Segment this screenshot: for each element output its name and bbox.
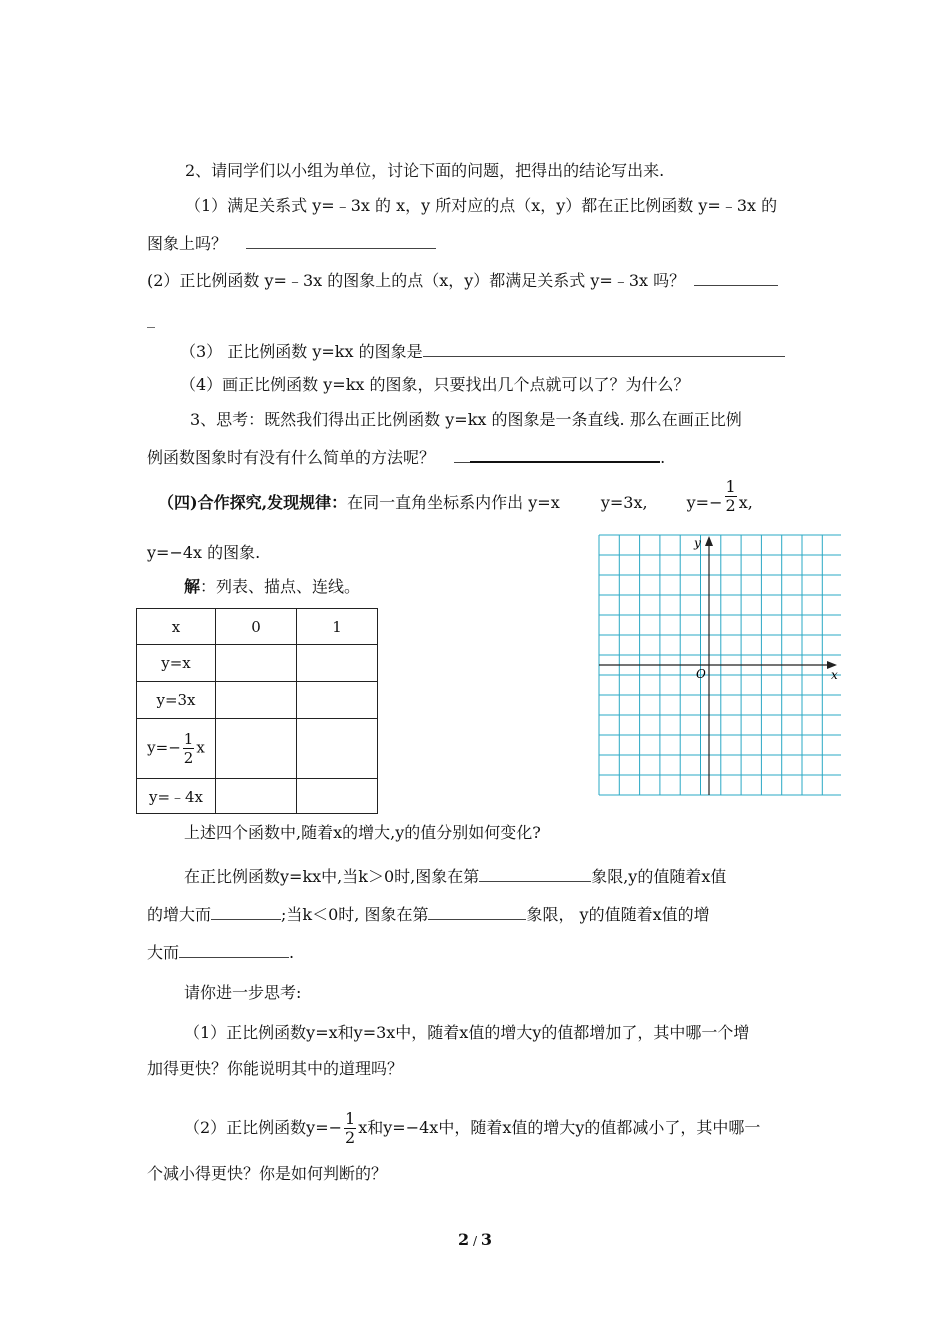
rule-line2 (147, 903, 710, 926)
trend-blank-positive[interactable] (211, 903, 281, 920)
section4-line1 (158, 477, 753, 515)
q2-4-line: （4）画正比例函数 y=kx 的图象，只要找出几个点就可以了？为什么？ (180, 375, 690, 394)
table-row-label: y=3x (137, 682, 216, 719)
page-separator: / (472, 1234, 478, 1248)
row-label-suffix: x (196, 738, 205, 757)
table-input-cell[interactable] (297, 682, 378, 719)
x-axis-label: x (831, 668, 838, 682)
table-row-label (137, 719, 216, 779)
q2-intro: 2、请同学们以小组为单位，讨论下面的问题，把得出的结论写出来. (185, 161, 665, 180)
table-header-cell: x (137, 609, 216, 645)
q2-2-answer-blank[interactable] (694, 269, 778, 286)
think1-line1: （1）正比例函数y=x和y=3x中，随着x值的增大y的值都增加了，其中哪一个增 (184, 1023, 750, 1042)
section4-line2: y=−4x 的图象. (147, 543, 261, 562)
q2-2-line1 (147, 269, 778, 292)
table-input-cell[interactable] (216, 645, 297, 682)
table-input-cell[interactable] (297, 719, 378, 779)
page-number (0, 1230, 950, 1249)
coordinate-grid[interactable] (597, 533, 841, 797)
q3-line2 (147, 445, 665, 469)
q3-dot: . (660, 448, 666, 467)
solution-label: 解 (184, 577, 201, 596)
think2-pre: （2）正比例函数y=− (184, 1118, 343, 1137)
section4-func-half-post: x, (738, 493, 753, 512)
fraction-numerator: 1 (725, 477, 736, 496)
section4-func-half-pre: y=− (686, 493, 723, 512)
table-row (137, 719, 378, 779)
rule-line3 (147, 941, 294, 964)
table-header-cell: 0 (216, 609, 297, 645)
q3-text: 例函数图象时有没有什么简单的方法呢？ (147, 448, 436, 467)
table-row-label: y=﹣4x (137, 779, 216, 814)
section4-func-3x: y=3x, (600, 493, 648, 512)
section4-fraction (725, 478, 737, 515)
table-header-row (137, 609, 378, 645)
change-question: 上述四个函数中,随着x的增大,y的值分别如何变化? (184, 823, 541, 842)
trend-blank-negative[interactable] (179, 941, 289, 958)
origin-label: O (696, 667, 706, 681)
table-input-cell[interactable] (297, 645, 378, 682)
think1-line2: 加得更快？你能说明其中的道理吗？ (147, 1059, 404, 1078)
quadrant-blank-positive[interactable] (479, 865, 591, 882)
quadrant-blank-negative[interactable] (428, 903, 526, 920)
table-row (137, 645, 378, 682)
rule-text-3b: . (289, 943, 295, 962)
q2-3-text: （3） 正比例函数 y=kx 的图象是 (180, 342, 423, 361)
q2-1-line2 (147, 232, 436, 255)
q2-1-line1: （1）满足关系式 y=﹣3x 的 x，y 所对应的点（x，y）都在正比例函数 y=﹣3x 的 (185, 196, 778, 215)
q2-2-text: (2）正比例函数 y=﹣3x 的图象上的点（x，y）都满足关系式 y=﹣3x 吗？ (147, 271, 686, 290)
table-row (137, 779, 378, 814)
y-axis-arrow-icon (705, 536, 713, 546)
page-current: 2 (458, 1230, 470, 1249)
further-think: 请你进一步思考: (184, 983, 302, 1002)
q2-1-text: 图象上吗？ (147, 234, 228, 253)
fraction-denominator: 2 (725, 496, 736, 515)
think2-line1 (184, 1110, 760, 1147)
values-table (136, 608, 378, 814)
row-label-pre: y=− (147, 738, 181, 757)
row-label-fraction (183, 730, 195, 767)
table-input-cell[interactable] (216, 719, 297, 779)
table-row-label: y=x (137, 645, 216, 682)
q2-3-answer-blank[interactable] (423, 340, 785, 357)
rule-line1 (184, 865, 726, 888)
q2-2-tail: _ (147, 309, 155, 328)
table-header-cell: 1 (297, 609, 378, 645)
page-total: 3 (480, 1230, 492, 1249)
rule-text-1b: 象限,y的值随着x值 (591, 867, 727, 886)
table-input-cell[interactable] (216, 779, 297, 814)
q3-answer-blank[interactable] (470, 445, 660, 463)
rule-text-1: 在正比例函数y=kx中,当k＞0时,图象在第 (184, 867, 480, 886)
q3-line1: 3、思考：既然我们得出正比例函数 y=kx 的图象是一条直线. 那么在画正比例 (190, 410, 742, 429)
rule-text-2c: 象限， y的值随着x值的增 (526, 905, 710, 924)
rule-text-2b: ;当k＜0时, 图象在第 (281, 905, 429, 924)
think2-line2: 个减小得更快？你是如何判断的？ (147, 1164, 388, 1183)
rule-text-2a: 的增大而 (147, 905, 212, 924)
section4-heading: （四)合作探究,发现规律： (158, 493, 348, 512)
q3-blank-short[interactable] (454, 446, 470, 463)
fraction-numerator: 1 (183, 730, 194, 748)
y-axis-label: y (694, 536, 701, 550)
table-input-cell[interactable] (216, 682, 297, 719)
think2-post: x和y=−4x中，随着x值的增大y的值都减小了，其中哪一 (358, 1118, 761, 1137)
table-row (137, 682, 378, 719)
table-input-cell[interactable] (297, 779, 378, 814)
fraction-denominator: 2 (183, 749, 194, 767)
q2-1-answer-blank[interactable] (246, 232, 436, 249)
solution-text: ：列表、描点、连线。 (200, 577, 361, 596)
fraction-denominator: 2 (345, 1128, 356, 1147)
solution-line (184, 576, 360, 598)
think2-fraction (344, 1110, 356, 1147)
fraction-numerator: 1 (345, 1109, 356, 1128)
section4-text: 在同一直角坐标系内作出 y=x (347, 493, 560, 512)
rule-text-3a: 大而 (147, 943, 180, 962)
q2-3-line (180, 340, 785, 363)
